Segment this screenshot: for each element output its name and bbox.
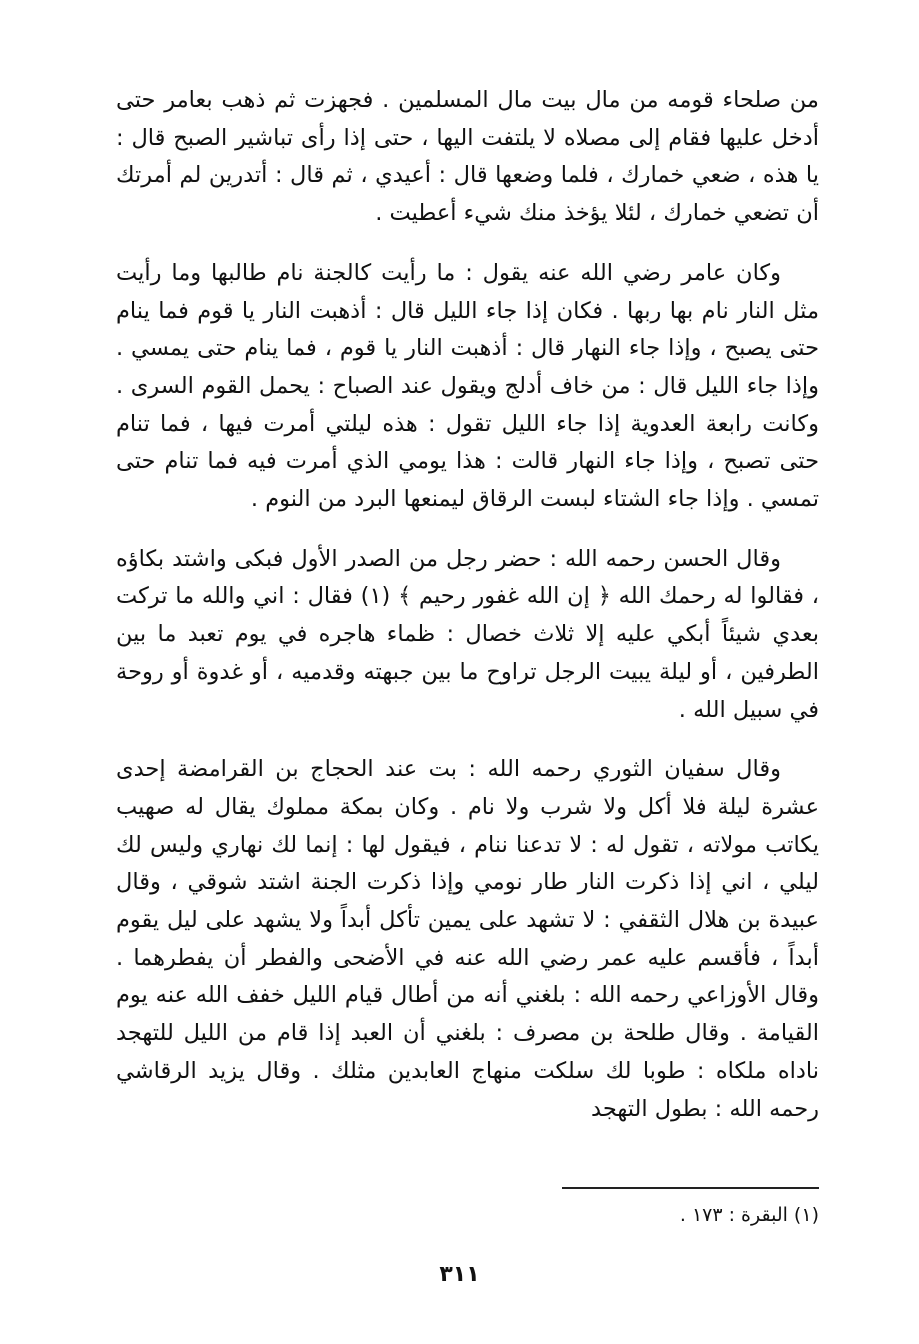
footnote-rule-line	[562, 1187, 819, 1189]
page-number: ٣١١	[439, 1262, 480, 1287]
paragraph-gap	[116, 519, 819, 541]
body-text	[116, 82, 819, 1128]
paragraph-4: وقال سفيان الثوري رحمه الله : بت عند الحجاج بن القرامضة إحدى عشرة ليلة فلا أكل ولا شرب ولا نام . وكان بمكة مملوك يقال له صهيب يكاتب مولاته ، تقول له : لا تدعنا ننام ، فيقول لها : إنما لك نهاري وليس لك ليلي ، اني إذا ذكرت النار طار نومي وإذا ذكرت الجنة اشتد شوقي ، وقال عبيدة بن هلال الثقفي : لا تشهد على يمين تأكل أبداً ولا يشهد على ليل يقوم أبداً ، فأقسم عليه عمر رضي الله عنه في الأضحى والفطر أن يفطرهما . وقال الأوزاعي رحمه الله : بلغني أنه من أطال قيام الليل خفف الله عنه يوم القيامة . وقال طلحة بن مصرف : بلغني أن العبد إذا قام من الليل للتهجد ناداه ملكاه : طوبا لك سلكت منهاج العابدين مثلك . وقال يزيد الرقاشي رحمه الله : بطول التهجد	[116, 756, 819, 1122]
paragraph-gap	[116, 729, 819, 751]
footnote: (١) البقرة : ١٧٣ .	[679, 1204, 819, 1226]
paragraph-3: وقال الحسن رحمه الله : حضر رجل من الصدر الأول فبكى واشتد بكاؤه ، فقالوا له رحمك الله ﴿ إن الله غفور رحيم ﴾ (١) فقال : اني والله ما تركت بعدي شيئاً أبكي عليه إلا ثلاث خصال : ظماء هاجره في يوم تعبد ما بين الطرفين ، أو ليلة يبيت الرجل تراوح ما بين جبهته وقدميه ، أو غدوة أو روحة في سبيل الله .	[116, 545, 819, 723]
paragraph-gap	[116, 233, 819, 255]
paragraph-2: وكان عامر رضي الله عنه يقول : ما رأيت كالجنة نام طالبها وما رأيت مثل النار نام بها ربها . فكان إذا جاء الليل قال : أذهبت النار يا قوم فما ينام حتى يصبح ، وإذا جاء النهار قال : أذهبت النار يا قوم ، فما ينام حتى يمسي . وإذا جاء الليل قال : من خاف أدلج ويقول عند الصباح : يحمل القوم السرى . وكانت رابعة العدوية إذا جاء الليل تقول : هذه ليلتي أمرت فيها ، فما تنام حتى تصبح ، وإذا جاء النهار قالت : هذا يومي الذي أمرت فيه فما تنام حتى تمسي . وإذا جاء الشتاء لبست الرقاق ليمنعها البرد من النوم .	[116, 259, 819, 513]
paragraph-1: من صلحاء قومه من مال بيت مال المسلمين . فجهزت ثم ذهب بعامر حتى أدخل عليها فقام إلى مصلاه لا يلتفت اليها ، حتى إذا رأى تباشير الصبح قال : يا هذه ، ضعي خمارك ، فلما وضعها قال : أعيدي ، ثم قال : أتدرين لم أمرتك أن تضعي خمارك ، لئلا يؤخذ منك شيء أعطيت .	[116, 87, 819, 227]
